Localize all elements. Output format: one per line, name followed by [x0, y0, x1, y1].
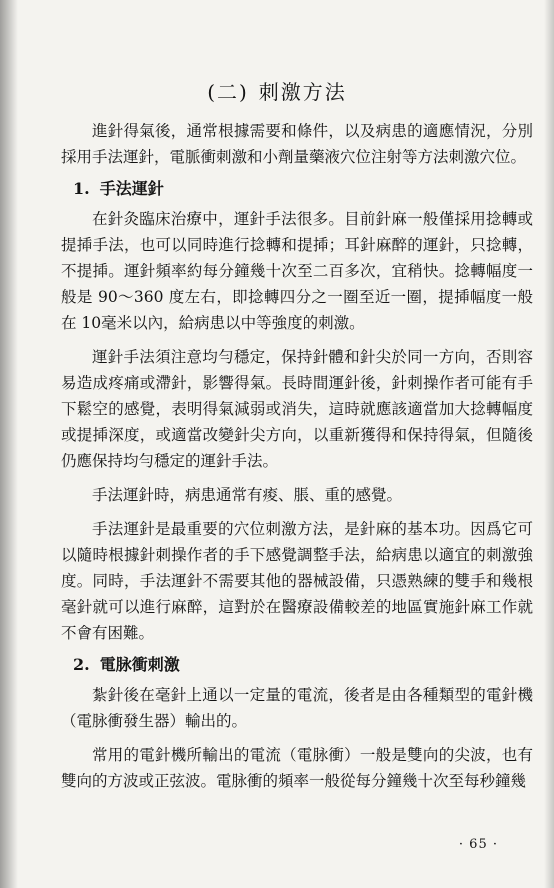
subsection-heading-electric [61, 652, 533, 678]
manual-paragraph-3: 手法運針時，病患通常有痠、脹、重的感覺。 [92, 486, 403, 504]
intro-paragraph: 進針得氣後，通常根據需要和條件，以及病患的適應情況，分別採用手法運針，電脈衝刺激和小劑量藥液穴位注射等方法刺激穴位。 [61, 122, 533, 166]
section-number: (二) [207, 80, 249, 104]
subsection-heading-manual [61, 176, 533, 202]
subsection-number: 2. [73, 655, 90, 674]
page-number: · 65 · [458, 837, 498, 852]
section-title [0, 76, 554, 105]
subsection-number: 1. [73, 179, 90, 198]
electric-paragraph-2: 常用的電針機所輸出的電流（電脉衝）一般是雙向的尖波，也有雙向的方波或正弦波。電脉衝的頻率一般從每分鐘幾十次至每秒鐘幾 [61, 746, 533, 790]
manual-paragraph-2: 運針手法須注意均勻穩定，保持針體和針尖於同一方向，否則容易造成疼痛或滯針，影響得氣。長時間運針後，針刺操作者可能有手下鬆空的感覺，表明得氣減弱或消失，這時就應該適當加大捻轉幅度或提揷深度，或適當改變針尖方向，以重新獲得和保持得氣，但隨後仍應保持均勻穩定的運針手法。 [61, 348, 533, 470]
subsection-title: 手法運針 [99, 179, 164, 198]
manual-paragraph-4: 手法運針是最重要的穴位刺激方法，是針麻的基本功。因爲它可以隨時根據針刺操作者的手下感覺調整手法，給病患以適宜的刺激強度。同時，手法運針不需要其他的器械設備，只憑熟練的雙手和幾根毫針就可以進行麻醉，這對於在醫療設備較差的地區實施針麻工作就不會有困難。 [61, 520, 533, 642]
page-body [61, 118, 533, 802]
electric-paragraph-1: 紮針後在毫針上通以一定量的電流，後者是由各種類型的電針機（電脉衝發生器）輸出的。 [61, 686, 533, 730]
subsection-title: 電脉衝刺激 [99, 655, 180, 674]
section-title-text: 刺激方法 [258, 80, 347, 104]
manual-paragraph-1: 在針灸臨床治療中，運針手法很多。目前針麻一般僅採用捻轉或提揷手法，也可以同時進行捻轉和提揷；耳針麻醉的運針，只捻轉，不提揷。運針頻率約每分鐘幾十次至二百多次，宜稍快。捻轉幅度一般是 90～360 度左右，即捻轉四分之一圈至近一圈，提揷幅度一般在 10毫米以內，給病患以中等強度的刺激。 [61, 210, 533, 332]
